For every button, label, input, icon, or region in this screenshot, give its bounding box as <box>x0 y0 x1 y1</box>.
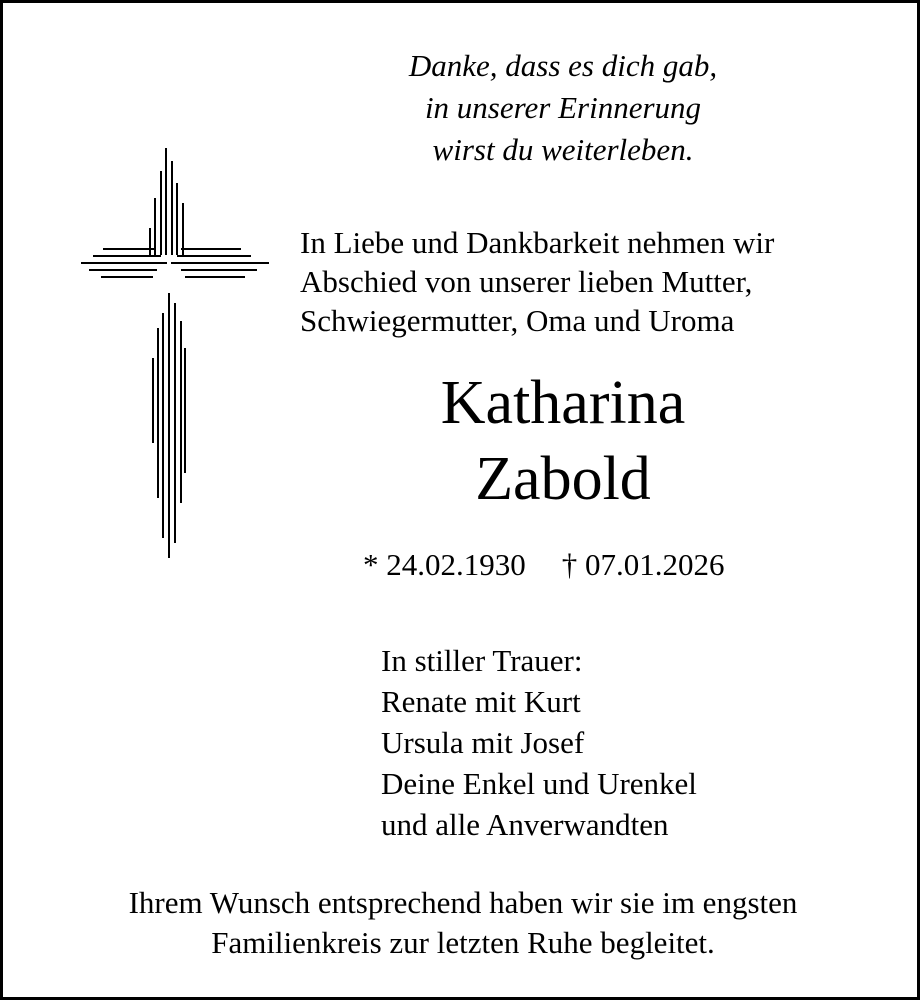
closing-line: Familienkreis zur letzten Ruhe begleitet. <box>211 925 715 960</box>
mourner-line: und alle Anverwandten <box>381 807 669 842</box>
motto-line: Danke, dass es dich gab, <box>408 48 718 83</box>
intro-text <box>300 223 774 340</box>
last-name: Zabold <box>475 445 651 513</box>
motto-line: wirst du weiterleben. <box>432 132 694 167</box>
intro-line: Abschied von unserer lieben Mutter, <box>300 264 753 299</box>
closing-line: Ihrem Wunsch entsprechend haben wir sie im engsten <box>128 885 798 920</box>
mourners-heading: In stiller Trauer: <box>381 643 583 678</box>
death-date: † 07.01.2026 <box>561 547 725 582</box>
cross-icon <box>73 143 273 563</box>
motto-line: in unserer Erinnerung <box>424 90 702 125</box>
life-dates <box>363 545 725 585</box>
mourners-list <box>381 640 697 845</box>
deceased-name <box>303 365 823 517</box>
mourner-line: Renate mit Kurt <box>381 684 581 719</box>
motto-verse <box>303 45 823 171</box>
closing-note <box>43 883 883 963</box>
mourner-line: Deine Enkel und Urenkel <box>381 766 697 801</box>
first-name: Katharina <box>440 369 686 437</box>
intro-line: Schwiegermutter, Oma und Uroma <box>300 303 735 338</box>
birth-date: * 24.02.1930 <box>363 547 526 582</box>
intro-line: In Liebe und Dankbarkeit nehmen wir <box>300 225 775 260</box>
mourner-line: Ursula mit Josef <box>381 725 585 760</box>
